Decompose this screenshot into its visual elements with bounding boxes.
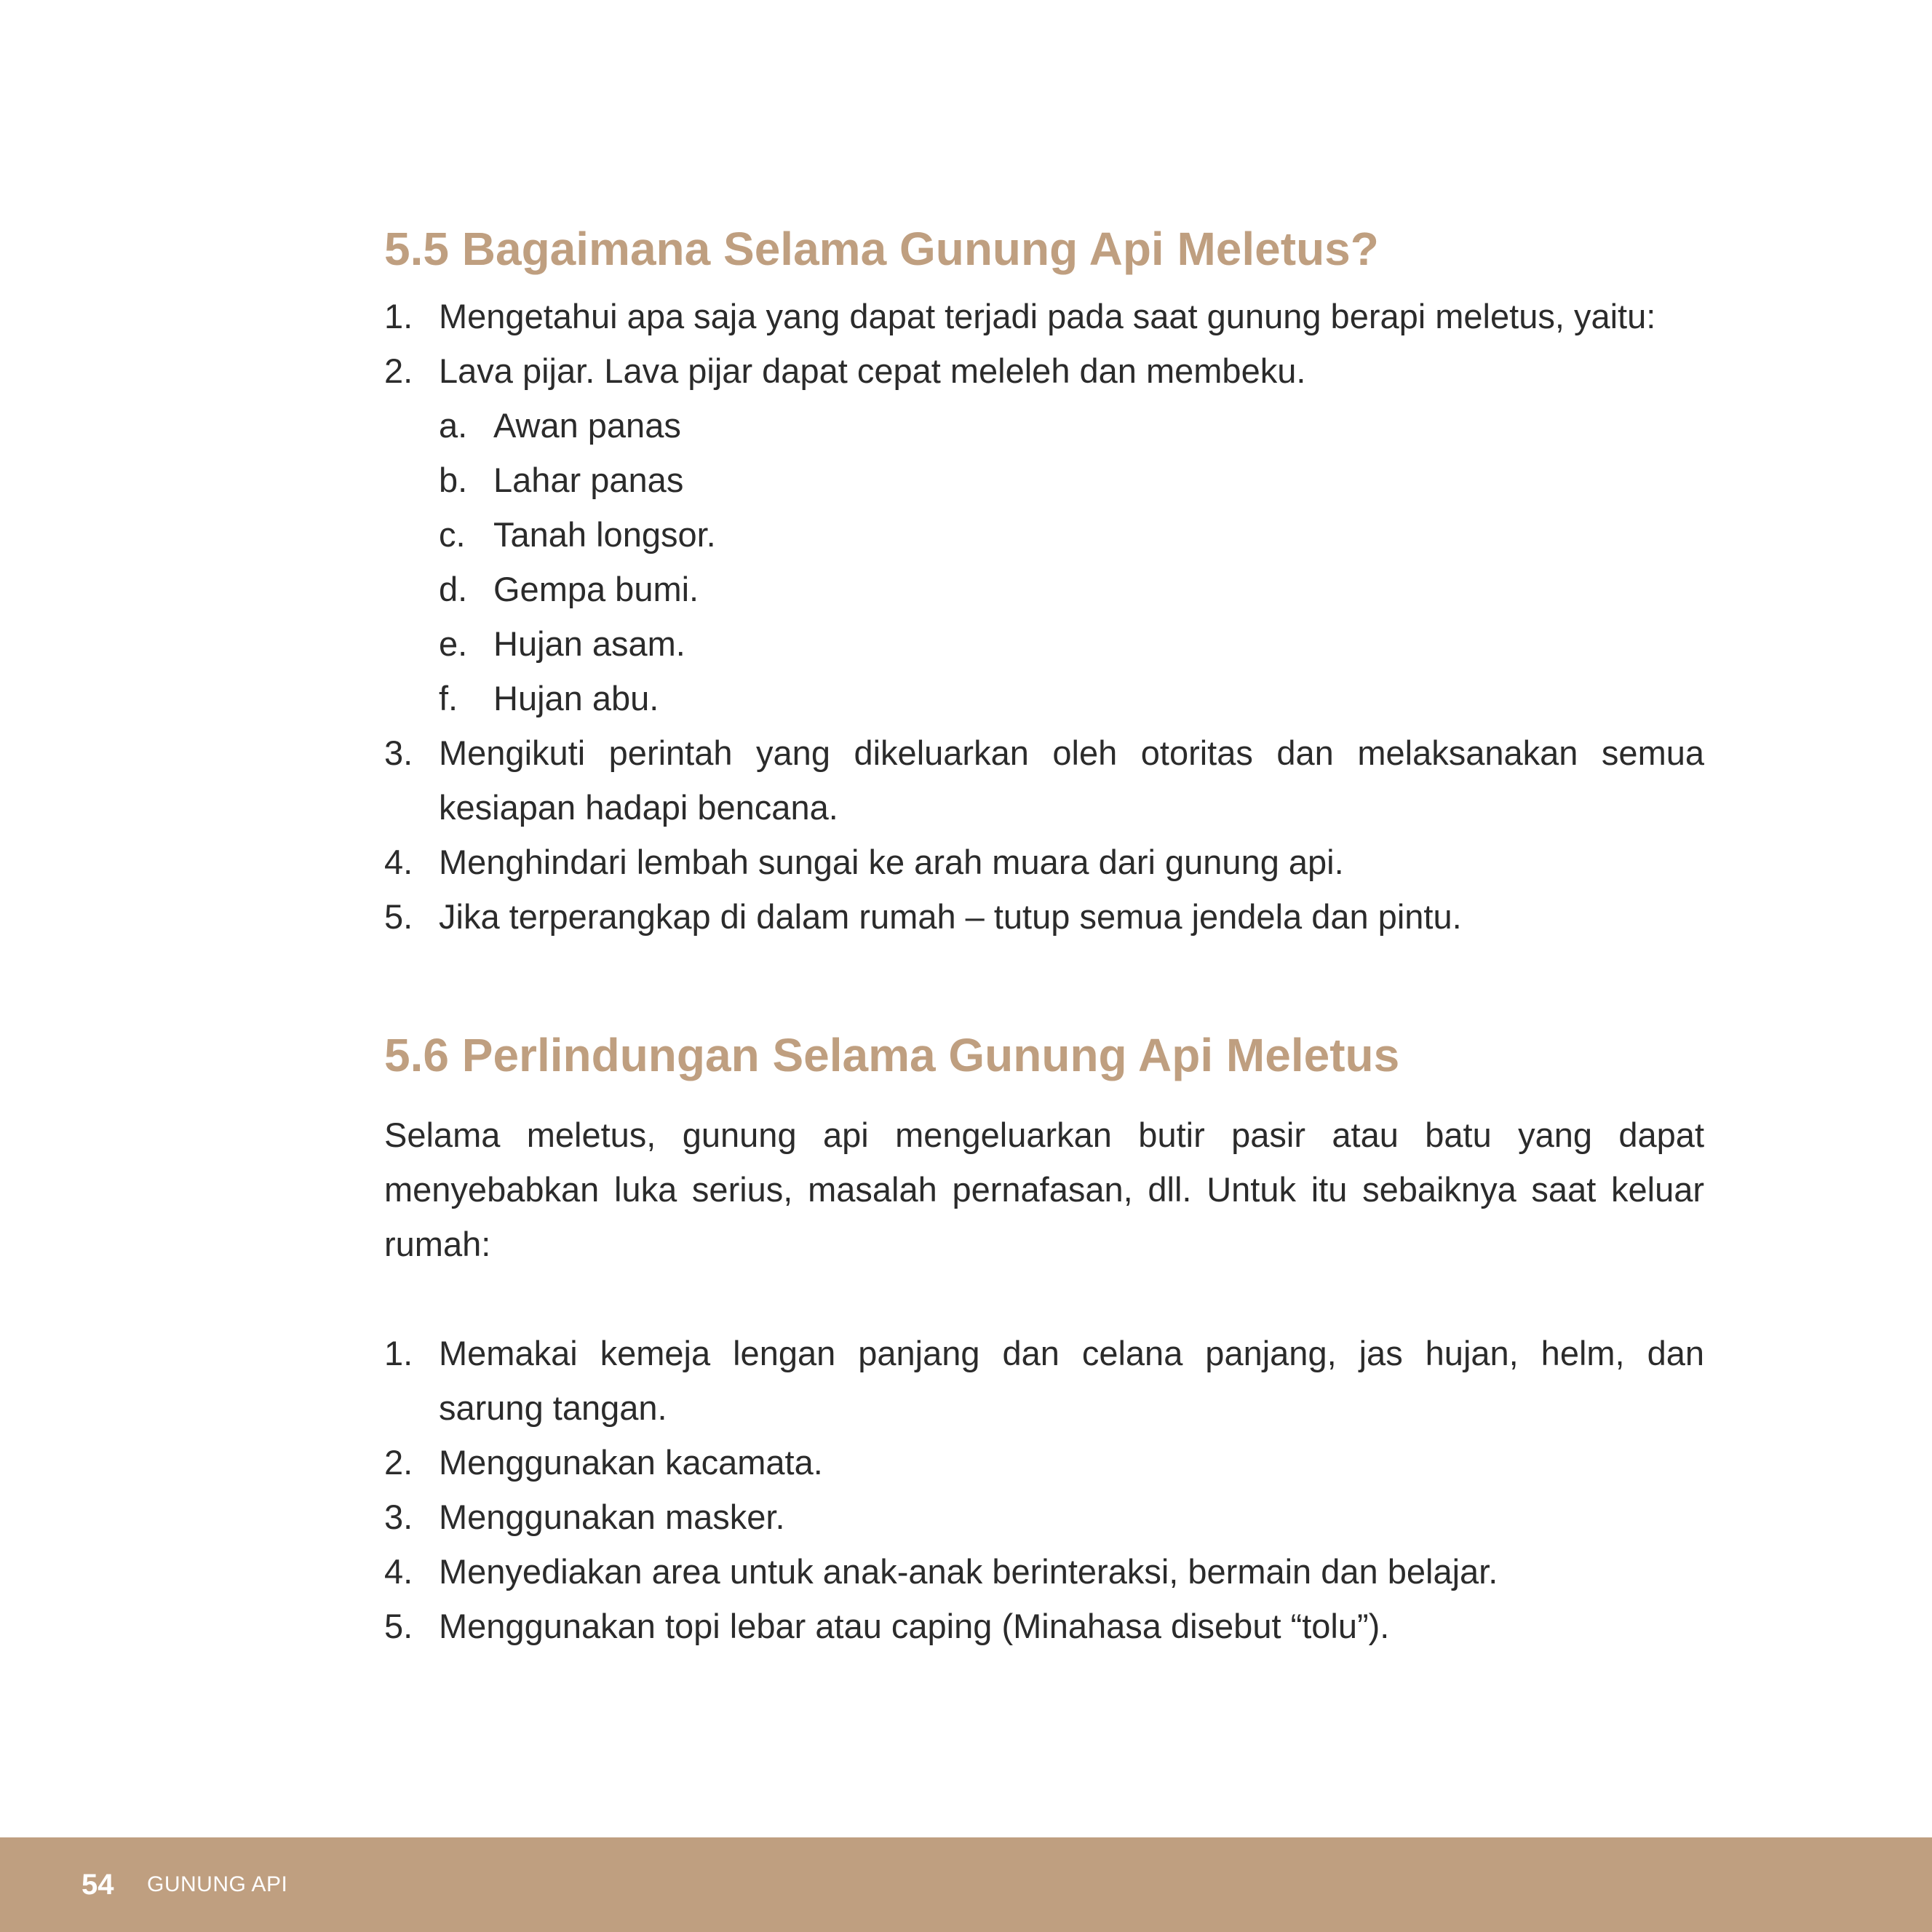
list-number: 2. — [384, 351, 413, 390]
sub-list-item — [384, 562, 1704, 616]
sub-list-text: Tanah longsor. — [493, 515, 716, 554]
list-text: Menyediakan area untuk anak-anak berinteraksi, bermain dan belajar. — [439, 1552, 1498, 1591]
sub-list-item — [384, 398, 1704, 453]
list-item — [384, 289, 1704, 343]
list-number: 4. — [384, 1552, 413, 1591]
sub-list-letter: b. — [439, 461, 468, 499]
list-item — [384, 726, 1704, 780]
list-item — [384, 1490, 1704, 1544]
list-text: Menggunakan kacamata. — [439, 1443, 823, 1482]
paragraph-line: rumah: — [384, 1225, 491, 1263]
list-item-continuation — [384, 780, 1704, 835]
list-text: Mengikuti perintah yang dikeluarkan oleh otoritas dan melaksanakan semua — [439, 734, 1704, 772]
list-number: 4. — [384, 843, 413, 881]
sub-list-item — [384, 671, 1704, 726]
list-number: 1. — [384, 297, 413, 335]
section-5-6-intro — [384, 1108, 1704, 1271]
list-item — [384, 1544, 1704, 1599]
list-number: 5. — [384, 1607, 413, 1645]
sub-list-text: Hujan asam. — [493, 624, 685, 663]
list-text: Jika terperangkap di dalam rumah – tutup semua jendela dan pintu. — [439, 897, 1462, 936]
list-item — [384, 1599, 1704, 1653]
list-item — [384, 343, 1704, 398]
sub-list-letter: e. — [439, 624, 468, 663]
sub-list-letter: a. — [439, 406, 468, 445]
page-number: 54 — [82, 1869, 114, 1901]
sub-list-item — [384, 616, 1704, 671]
sub-list-text: Awan panas — [493, 406, 681, 445]
sub-list-text: Hujan abu. — [493, 679, 659, 717]
sub-list-letter: f. — [439, 679, 458, 717]
list-text: Menggunakan masker. — [439, 1498, 785, 1536]
list-number: 3. — [384, 1498, 413, 1536]
list-item — [384, 1435, 1704, 1490]
sub-list-text: Gempa bumi. — [493, 570, 699, 608]
paragraph-line: Selama meletus, gunung api mengeluarkan butir pasir atau batu yang dapat — [384, 1116, 1704, 1154]
list-text: Menghindari lembah sungai ke arah muara dari gunung api. — [439, 843, 1344, 881]
list-number: 2. — [384, 1443, 413, 1482]
paragraph-line: menyebabkan luka serius, masalah pernafasan, dll. Untuk itu sebaiknya saat keluar — [384, 1170, 1704, 1209]
list-text: kesiapan hadapi bencana. — [439, 788, 838, 827]
list-item — [384, 835, 1704, 889]
sub-list-item — [384, 507, 1704, 562]
section-5-5-heading: 5.5 Bagaimana Selama Gunung Api Meletus? — [384, 223, 1379, 275]
list-item-continuation — [384, 1380, 1704, 1435]
list-text: Lava pijar. Lava pijar dapat cepat meleleh dan membeku. — [439, 351, 1306, 390]
sub-list-letter: d. — [439, 570, 468, 608]
list-number: 1. — [384, 1334, 413, 1372]
section-5-6-heading: 5.6 Perlindungan Selama Gunung Api Meletus — [384, 1029, 1400, 1081]
sub-list-letter: c. — [439, 515, 466, 554]
list-item — [384, 889, 1704, 944]
page-footer — [0, 1837, 1932, 1932]
list-text: Memakai kemeja lengan panjang dan celana panjang, jas hujan, helm, dan — [439, 1334, 1704, 1372]
sub-list-text: Lahar panas — [493, 461, 684, 499]
sub-list-item — [384, 453, 1704, 507]
list-number: 3. — [384, 734, 413, 772]
list-text: Mengetahui apa saja yang dapat terjadi pada saat gunung berapi meletus, yaitu: — [439, 297, 1656, 335]
list-item — [384, 1326, 1704, 1380]
running-title: GUNUNG API — [147, 1872, 288, 1896]
list-text: sarung tangan. — [439, 1388, 667, 1427]
list-number: 5. — [384, 897, 413, 936]
list-text: Menggunakan topi lebar atau caping (Minahasa disebut “tolu”). — [439, 1607, 1390, 1645]
